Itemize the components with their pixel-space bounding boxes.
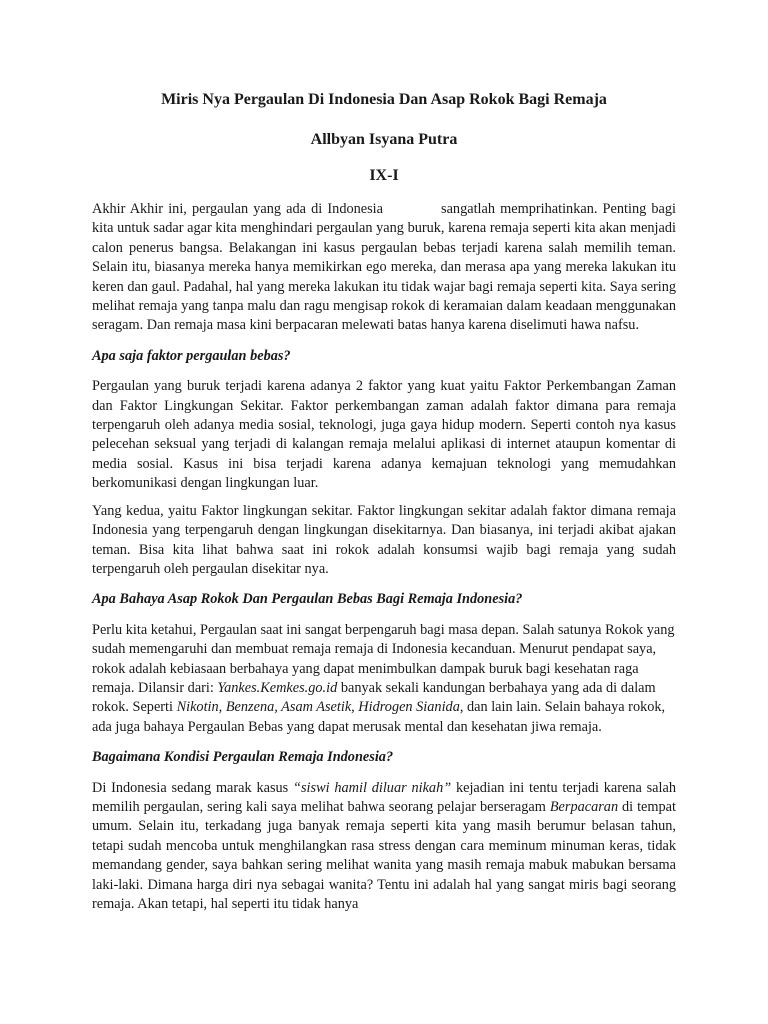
paragraph-conditions	[92, 779, 676, 915]
title-block	[92, 0, 676, 186]
document-title: Miris Nya Pergaulan Di Indonesia Dan Asap Rokok Bagi Remaja	[161, 91, 607, 108]
dangers-text-c: dan lain lain. Selain bahaya rokok, ada juga bahaya Pergaulan Bebas yang dapat merusak mental dan kesehatan jiwa remaja.	[92, 699, 666, 735]
question-heading-2: Apa Bahaya Asap Rokok Dan Pergaulan Bebas Bagi Remaja Indonesia?	[92, 591, 523, 608]
class-label: IX-I	[369, 167, 399, 184]
quoted-case: “siswi hamil diluar nikah”	[293, 779, 452, 796]
intro-text-a: Akhir Akhir ini, pergaulan yang ada di Indonesia	[92, 201, 384, 217]
question-heading-1: Apa saja faktor pergaulan bebas?	[92, 347, 291, 364]
paragraph-second-factor: Yang kedua, yaitu Faktor lingkungan sekitar. Faktor lingkungan sekitar adalah faktor dimana remaja Indonesia yang terpengaruh dengan lingkungan disekitarnya. Dan biasanya, ini terjadi akibat ajakan teman. Bisa kita lihat bahwa saat ini rokok adalah konsumsi wajib bagi remaja yang sudah terpengaruh oleh pergaulan disekitar nya.	[92, 502, 676, 577]
dangers-text-b: banyak sekali kandungan berbahaya yang ada di dalam rokok. Seperti	[92, 679, 656, 716]
dangers-text-a: Perlu kita ketahui, Pergaulan saat ini sangat berpengaruh bagi masa depan. Salah satunya Rokok yang sudah memengaruhi dan membuat remaja remaja di Indonesia kecanduan. Menurut pendapat saya, rokok adalah kebiasaan berbahaya yang dapat menimbulkan dampak buruk bagi kesehatan raga remaja. Dilansir dari:	[92, 621, 675, 696]
conditions-text-b: kejadian ini tentu terjadi karena salah memilih pergaulan, sering kali saya melihat bahwa seorang pelajar berseragam	[92, 779, 676, 815]
paragraph-dangers	[92, 621, 676, 737]
intro-text-b: sangatlah memprihatinkan. Penting bagi kita untuk sadar agar kita menghindari pergaulan yang buruk, karena remaja seperti kita akan menjadi calon penerus bangsa. Belakangan ini kasus pergaulan bebas terjadi karena salah memilih teman. Selain itu, biasanya mereka hanya memikirkan ego mereka, dan merasa apa yang mereka lakukan itu keren dan gaul. Padahal, hal yang mereka lakukan itu tidak wajar bagi remaja seperti kita. Saya sering melihat remaja yang tanpa malu dan ragu mengisap rokok di keramaian dalam keadaan menggunakan seragam. Dan remaja masa kini berpacaran melewati batas hanya karena diselimuti hawa nafsu.	[92, 201, 676, 334]
author-name: Allbyan Isyana Putra	[310, 131, 458, 148]
paragraph-intro	[92, 200, 676, 336]
question-heading-3: Bagaimana Kondisi Pergaulan Remaja Indonesia?	[92, 749, 394, 766]
pacaran-term: Berpacaran	[549, 798, 619, 815]
source-reference: Yankes.Kemkes.go.id	[217, 679, 338, 696]
paragraph-factors: Pergaulan yang buruk terjadi karena adanya 2 faktor yang kuat yaitu Faktor Perkembangan Zaman dan Faktor Lingkungan Sekitar. Faktor perkembangan zaman adalah faktor dimana para remaja terpengaruh oleh adanya media sosial, teknologi, juga gaya hidup modern. Seperti contoh nya kasus pelecehan seksual yang terjadi di kalangan remaja melalui aplikasi di internet ataupun komentar di media sosial. Kasus ini bisa terjadi karena adanya kemajuan teknologi yang memudahkan berkomunikasi dengan lingkungan luar.	[92, 378, 676, 492]
conditions-text-c: di tempat umum. Selain itu, terkadang juga banyak remaja seperti kita yang masih berumur belasan tahun, tetapi sudah mencoba untuk menghilangkan rasa stress dengan cara meminum minuman keras, tidak memandang gender, saya bahkan sering melihat wanita yang masih remaja mabuk mabukan bersama laki-laki. Dimana harga diri nya sebagai wanita? Tentu ini adalah hal yang sangat miris bagi seorang remaja. Akan tetapi, hal seperti itu tidak hanya	[92, 798, 676, 912]
conditions-text-a: Di Indonesia sedang marak kasus	[92, 779, 294, 796]
chemical-list: Nikotin, Benzena, Asam Asetik, Hidrogen Sianida,	[176, 699, 464, 716]
